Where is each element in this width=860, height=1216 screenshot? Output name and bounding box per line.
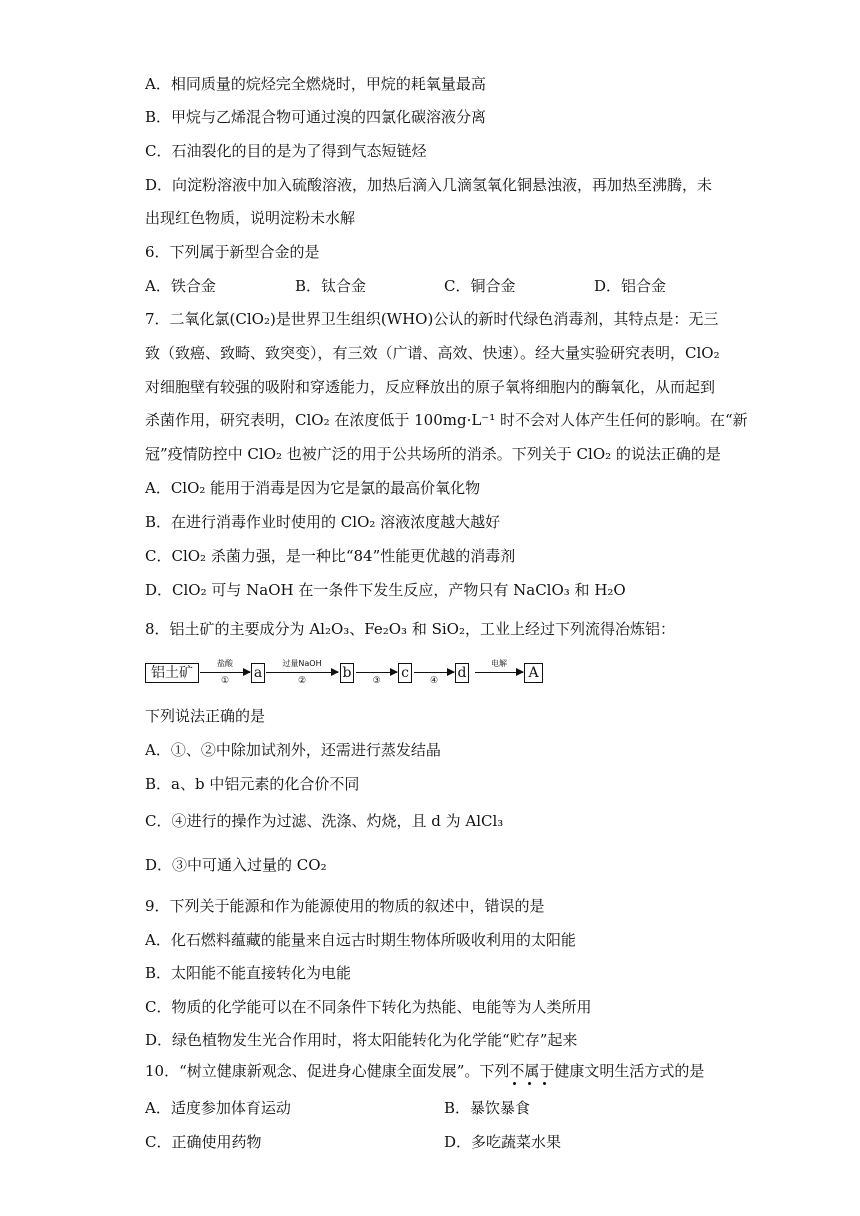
q7-stem-line3: 对细胞壁有较强的吸附和穿透能力，反应释放出的原子氧将细胞内的酶氧化，从而起到 [145,378,716,396]
q8-option-d: D．③中可通入过量的 CO₂ [145,856,327,874]
flow-node-c: c [398,663,412,683]
q9-option-c: C．物质的化学能可以在不同条件下转化为热能、电能等为人类所用 [145,998,592,1016]
flow-arrow-5 [475,672,523,673]
q5-option-a: A．相同质量的烷烃完全燃烧时，甲烷的耗氧量最高 [145,75,486,93]
flow-node-d: d [455,663,469,683]
q8-option-a: A．①、②中除加试剂外，还需进行蒸发结晶 [145,741,441,759]
q7-option-a: A．ClO₂ 能用于消毒是因为它是氯的最高价氧化物 [145,479,481,497]
q6-option-a: A．铁合金 [145,277,216,295]
flow-reagent-5: 电解 [491,659,507,668]
q9-stem: 9．下列关于能源和作为能源使用的物质的叙述中，错误的是 [145,897,545,915]
q6-option-c: C．铜合金 [444,277,516,295]
q7-stem-line1: 7．二氧化氯(ClO₂)是世界卫生组织(WHO)公认的新时代绿色消毒剂，其特点是：无三 [145,310,719,328]
emphasis-dot [543,1082,546,1085]
q6-option-b: B．钛合金 [295,277,367,295]
q8-stem: 8．铝土矿的主要成分为 Al₂O₃、Fe₂O₃ 和 SiO₂，工业上经过下列流得冶炼铝： [145,620,675,638]
flow-reagent-1: 盐酸 [217,659,233,668]
q7-option-b: B．在进行消毒作业时使用的 ClO₂ 溶液浓度越大越好 [145,513,501,531]
q10-option-a: A．适度参加体育运动 [145,1099,291,1117]
q7-option-c: C．ClO₂ 杀菌力强，是一种比“84”性能更优越的消毒剂 [145,547,516,565]
q7-stem-line5: 冠”疫情防控中 ClO₂ 也被广泛的用于公共场所的消杀。下列关于 ClO₂ 的说法正确的是 [145,445,721,463]
q5-option-d-line1: D．向淀粉溶液中加入硫酸溶液，加热后滴入几滴氢氧化铜悬浊液，再加热至沸腾，未 [145,176,713,194]
q8-prompt: 下列说法正确的是 [145,707,266,725]
q10-option-b: B．暴饮暴食 [444,1099,531,1117]
q8-process-flow [145,661,705,687]
flow-node-a: a [251,663,265,683]
q7-stem-line4: 杀菌作用，研究表明，ClO₂ 在浓度低于 100mg·L⁻¹ 时不会对人体产生任何的影响。在“新 [145,411,748,429]
flow-step-1: ① [220,676,230,686]
flow-arrow-1 [200,672,250,673]
flow-node-product: A [524,663,543,683]
flow-node-bauxite: 铝土矿 [145,663,199,683]
q6-stem: 6．下列属于新型合金的是 [145,243,320,261]
flow-arrow-4 [414,672,454,673]
flow-arrow-2 [266,672,338,673]
q10-option-d: D．多吃蔬菜水果 [444,1133,562,1151]
q7-option-d: D．ClO₂ 可与 NaOH 在一条件下发生反应，产物只有 NaClO₃ 和 H₂O [145,581,626,599]
q9-option-a: A．化石燃料蕴藏的能量来自远古时期生物体所吸收利用的太阳能 [145,931,576,949]
q7-stem-line2: 致（致癌、致畸、致突变），有三效（广谱、高效、快速）。经大量实验研究表明，ClO₂ [145,344,720,362]
q6-option-d: D．铝合金 [594,277,667,295]
q9-option-d: D．绿色植物发生光合作用时，将太阳能转化为化学能“贮存”起来 [145,1031,578,1049]
q8-option-b: B．a、b 中铝元素的化合价不同 [145,775,360,793]
flow-step-3: ③ [372,676,381,686]
flow-step-2: ② [297,676,307,686]
q5-option-c: C．石油裂化的目的是为了得到气态短链烃 [145,142,427,160]
flow-reagent-2: 过量NaOH [282,659,322,668]
q5-option-d-line2: 出现红色物质，说明淀粉未水解 [145,209,356,227]
q9-option-b: B．太阳能不能直接转化为电能 [145,964,352,982]
emphasis-dot [528,1082,531,1085]
q10-option-c: C．正确使用药物 [145,1133,262,1151]
q8-option-c: C．④进行的操作为过滤、洗涤、灼烧，且 d 为 AlCl₃ [145,812,504,830]
q5-option-b: B．甲烷与乙烯混合物可通过溴的四氯化碳溶液分离 [145,108,487,126]
q10-stem: 10．“树立健康新观念、促进身心健康全面发展”。下列不属于健康文明生活方式的是 [145,1062,705,1080]
emphasis-dot [513,1082,516,1085]
flow-node-b: b [340,663,354,683]
flow-arrow-3 [356,672,397,673]
flow-step-4: ④ [429,676,439,686]
